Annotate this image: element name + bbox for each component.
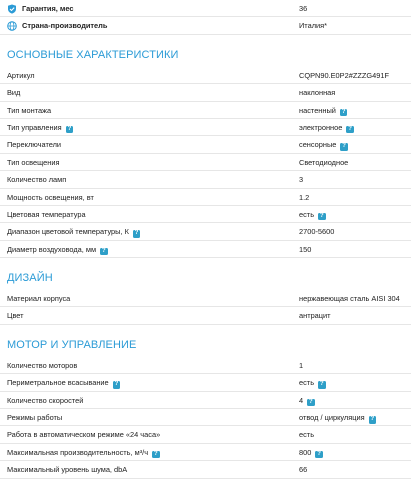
spec-label: Максимальный уровень шума, dbA xyxy=(7,465,128,475)
spec-value: 36 xyxy=(299,4,308,13)
spec-value: 4 ? xyxy=(299,395,313,405)
spec-row-color-temp-range xyxy=(0,223,411,240)
spec-row-lighting-power xyxy=(0,189,411,206)
spec-row-mounting xyxy=(0,102,411,119)
help-icon[interactable]: ? xyxy=(134,230,139,237)
spec-label: Диаметр воздуховода, мм ? xyxy=(7,244,106,254)
section-header-main xyxy=(0,35,411,67)
spec-label: Количество скоростей xyxy=(7,395,84,405)
spec-label: Тип освещения xyxy=(7,157,60,167)
spec-label: Страна-производитель xyxy=(22,21,108,31)
help-icon[interactable]: ? xyxy=(317,450,321,457)
spec-label: Периметральное всасывание ? xyxy=(7,378,119,388)
spec-value: отвод / циркуляция ? xyxy=(299,413,375,423)
spec-row-warranty xyxy=(0,0,411,17)
spec-row-auto-mode xyxy=(0,426,411,443)
spec-label: Тип монтажа xyxy=(7,105,52,115)
spec-label: Работа в автоматическом режиме «24 часа» xyxy=(7,430,161,440)
spec-label: Тип управления ? xyxy=(7,122,72,132)
help-icon[interactable]: ? xyxy=(101,247,106,254)
spec-value: 2700-5600 xyxy=(299,227,335,237)
help-icon[interactable]: ? xyxy=(348,125,352,132)
spec-value: CQPN90.E0P2#ZZZG491F xyxy=(299,70,389,80)
spec-value: сенсорные ? xyxy=(299,140,346,150)
spec-row-switches xyxy=(0,136,411,153)
spec-label: Режимы работы xyxy=(7,413,63,423)
spec-row-control-type xyxy=(0,119,411,136)
spec-row-lighting-type xyxy=(0,154,411,171)
spec-row-lamp-count xyxy=(0,171,411,188)
spec-value: есть xyxy=(299,430,315,440)
spec-label: Цвет xyxy=(7,311,24,321)
section-title: МОТОР И УПРАВЛЕНИЕ xyxy=(7,338,137,351)
help-icon[interactable]: ? xyxy=(153,450,158,457)
spec-value: есть ? xyxy=(299,378,324,388)
spec-value: наклонная xyxy=(299,88,336,98)
spec-value: нержавеющая сталь AISI 304 xyxy=(299,294,400,304)
section-title: ОСНОВНЫЕ ХАРАКТЕРИСТИКИ xyxy=(7,48,179,61)
spec-label: Вид xyxy=(7,88,21,98)
spec-value: Италия* xyxy=(299,21,328,31)
section-title: ДИЗАЙН xyxy=(7,272,53,285)
spec-label: Количество ламп xyxy=(7,175,67,185)
spec-value: 1 xyxy=(299,360,304,370)
spec-label: Цветовая температура xyxy=(7,209,86,219)
spec-row-color xyxy=(0,307,411,324)
spec-row-article xyxy=(0,67,411,84)
spec-label: Артикул xyxy=(7,70,35,80)
spec-value: 1.2 xyxy=(299,192,310,202)
help-icon[interactable]: ? xyxy=(370,416,375,423)
spec-label: Переключатели xyxy=(7,140,62,150)
help-icon[interactable]: ? xyxy=(67,125,72,132)
spec-row-operating-modes xyxy=(0,409,411,426)
spec-label: Гарантия, мес xyxy=(22,4,74,13)
spec-label: Мощность освещения, вт xyxy=(7,192,94,202)
spec-value: 150 xyxy=(299,244,312,254)
spec-value: электронное ? xyxy=(299,122,352,132)
help-icon[interactable]: ? xyxy=(341,108,346,115)
spec-value: 800 ? xyxy=(299,447,321,457)
spec-label: Диапазон цветовой температуры, К ? xyxy=(7,227,139,237)
spec-value: настенный ? xyxy=(299,105,346,115)
help-icon[interactable]: ? xyxy=(342,143,346,150)
spec-row-max-noise xyxy=(0,461,411,478)
spec-row-color-temperature xyxy=(0,206,411,223)
spec-row-type xyxy=(0,84,411,101)
help-icon[interactable]: ? xyxy=(319,212,324,219)
spec-value: 3 xyxy=(299,175,304,185)
spec-row-max-capacity xyxy=(0,444,411,461)
help-icon[interactable]: ? xyxy=(319,381,324,388)
shield-check-icon xyxy=(7,4,17,14)
spec-label: Количество моторов xyxy=(7,360,78,370)
spec-value: 66 xyxy=(299,465,308,475)
spec-value: антрацит xyxy=(299,311,331,321)
spec-row-perimeter-suction xyxy=(0,374,411,391)
globe-icon xyxy=(7,21,17,31)
section-header-motor xyxy=(0,325,411,357)
spec-label: Материал корпуса xyxy=(7,294,71,304)
spec-row-speed-count xyxy=(0,392,411,409)
spec-row-motor-count xyxy=(0,357,411,374)
spec-row-duct-diameter xyxy=(0,241,411,258)
spec-value: Светодиодное xyxy=(299,157,349,167)
help-icon[interactable]: ? xyxy=(309,398,313,405)
section-header-design xyxy=(0,258,411,290)
spec-row-body-material xyxy=(0,290,411,307)
spec-value: есть ? xyxy=(299,209,324,219)
spec-label: Максимальная производительность, м³/ч ? xyxy=(7,447,158,457)
spec-row-country xyxy=(0,17,411,34)
help-icon[interactable]: ? xyxy=(114,381,119,388)
